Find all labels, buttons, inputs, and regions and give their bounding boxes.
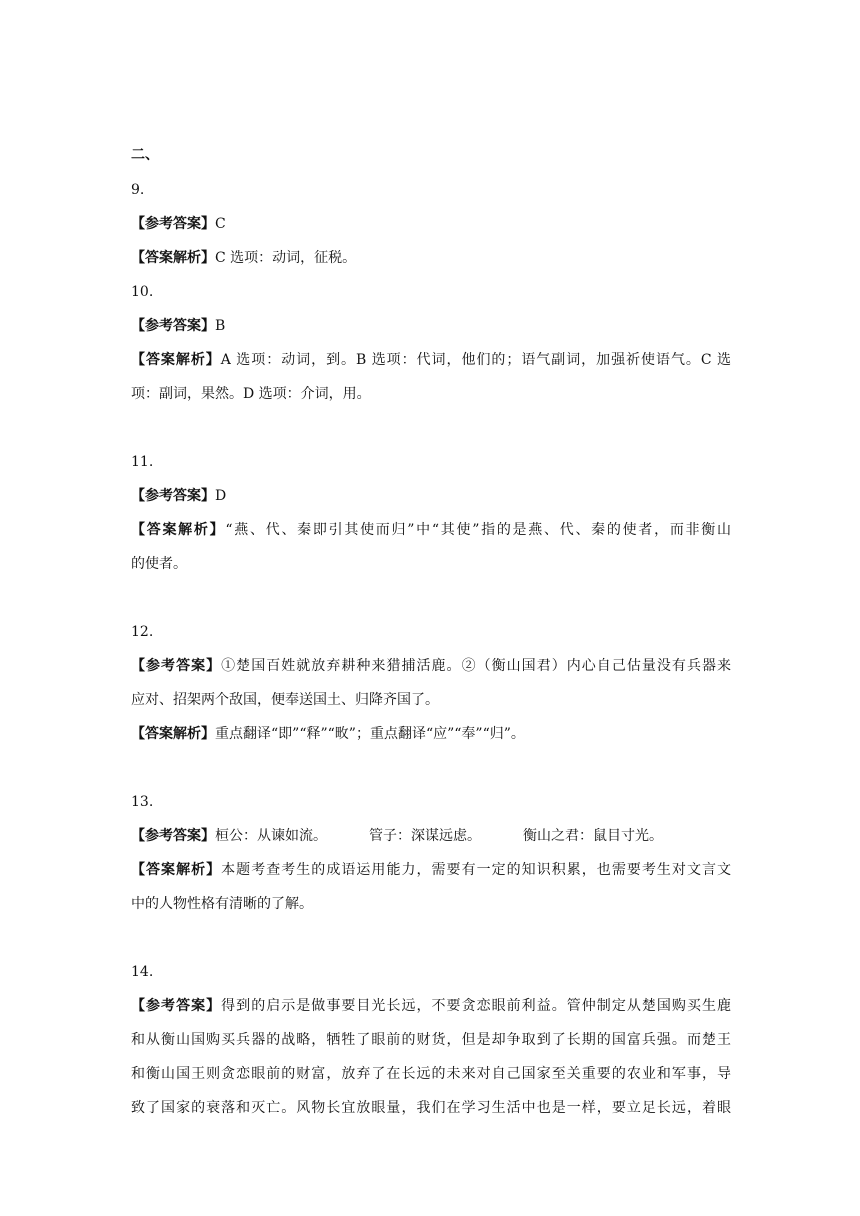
question-number-11: 11.	[131, 454, 154, 470]
question-number-13: 13.	[131, 794, 154, 810]
answer-tag: 【参考答案】	[131, 998, 222, 1014]
answer-analysis-11	[131, 520, 731, 540]
answer-part-1: 桓公：从谏如流。	[215, 828, 327, 844]
answer-tag: 【参考答案】	[131, 828, 215, 844]
analysis-continuation: 的使者。	[131, 556, 187, 572]
analysis-tag: 【答案解析】	[131, 726, 215, 742]
analysis-text: 重点翻译“即”“释”“畋”；重点翻译“应”“奉”“归”。	[215, 726, 525, 742]
answer-continuation: 应对、招架两个敌国，便奉送国土、归降齐国了。	[131, 692, 439, 708]
analysis-tag: 【答案解析】	[131, 522, 226, 538]
question-number-12: 12.	[131, 624, 154, 640]
analysis-tag: 【答案解析】	[131, 250, 215, 266]
analysis-text: 本题考查考生的成语运用能力，需要有一定的知识积累，也需要考生对文言文	[221, 862, 732, 878]
reference-answer-10	[131, 316, 731, 336]
question-number-9: 9.	[131, 182, 145, 198]
answer-part-2: 管子：深谋远虑。	[369, 828, 481, 844]
answer-value: D	[215, 488, 227, 504]
answer-tag: 【参考答案】	[131, 658, 222, 674]
answer-analysis-9	[131, 248, 731, 268]
reference-answer-12	[131, 656, 731, 676]
analysis-text: C 选项：动词，征税。	[215, 250, 357, 266]
reference-answer-9	[131, 214, 731, 234]
answer-analysis-13	[131, 860, 731, 880]
answer-text: ①楚国百姓就放弃耕种来猎捕活鹿。②（衡山国君）内心自己估量没有兵器来	[221, 658, 732, 674]
analysis-text: “燕、代、秦即引其使而归”中“其使”指的是燕、代、秦的使者，而非衡山	[225, 522, 731, 538]
answer-analysis-10	[131, 350, 731, 370]
answer-tag: 【参考答案】	[131, 318, 215, 334]
answer-analysis-12	[131, 724, 731, 744]
analysis-continuation: 项：副词，果然。D 选项：介词，用。	[131, 386, 371, 402]
analysis-text: A 选项：动词，到。B 选项：代词，他们的；语气副词，加强祈使语气。C 选	[220, 352, 731, 368]
answer-value: C	[215, 216, 226, 232]
answer-tag: 【参考答案】	[131, 216, 215, 232]
question-number-14: 14.	[131, 964, 154, 980]
answer-text: 得到的启示是做事要目光长远，不要贪恋眼前利益。管仲制定从楚国购买生鹿	[221, 998, 732, 1014]
reference-answer-14	[131, 996, 731, 1016]
answer-value: B	[215, 318, 226, 334]
analysis-tag: 【答案解析】	[131, 862, 222, 878]
answer-continuation: 和从衡山国购买兵器的战略，牺牲了眼前的财货，但是却争取到了长期的国富兵强。而楚王	[131, 1032, 731, 1048]
answer-continuation: 致了国家的衰落和灭亡。风物长宜放眼量，我们在学习生活中也是一样，要立足长远，着眼	[131, 1100, 731, 1116]
section-heading: 二、	[131, 147, 159, 163]
question-number-10: 10.	[131, 284, 154, 300]
analysis-tag: 【答案解析】	[131, 352, 221, 368]
answer-tag: 【参考答案】	[131, 488, 215, 504]
analysis-continuation: 中的人物性格有清晰的了解。	[131, 896, 313, 912]
answer-continuation: 和衡山国王则贪恋眼前的财富，放弃了在长远的未来对自己国家至关重要的农业和军事，导	[131, 1066, 731, 1082]
reference-answer-13	[131, 826, 731, 846]
reference-answer-11	[131, 486, 731, 506]
answer-part-3: 衡山之君：鼠目寸光。	[523, 828, 663, 844]
